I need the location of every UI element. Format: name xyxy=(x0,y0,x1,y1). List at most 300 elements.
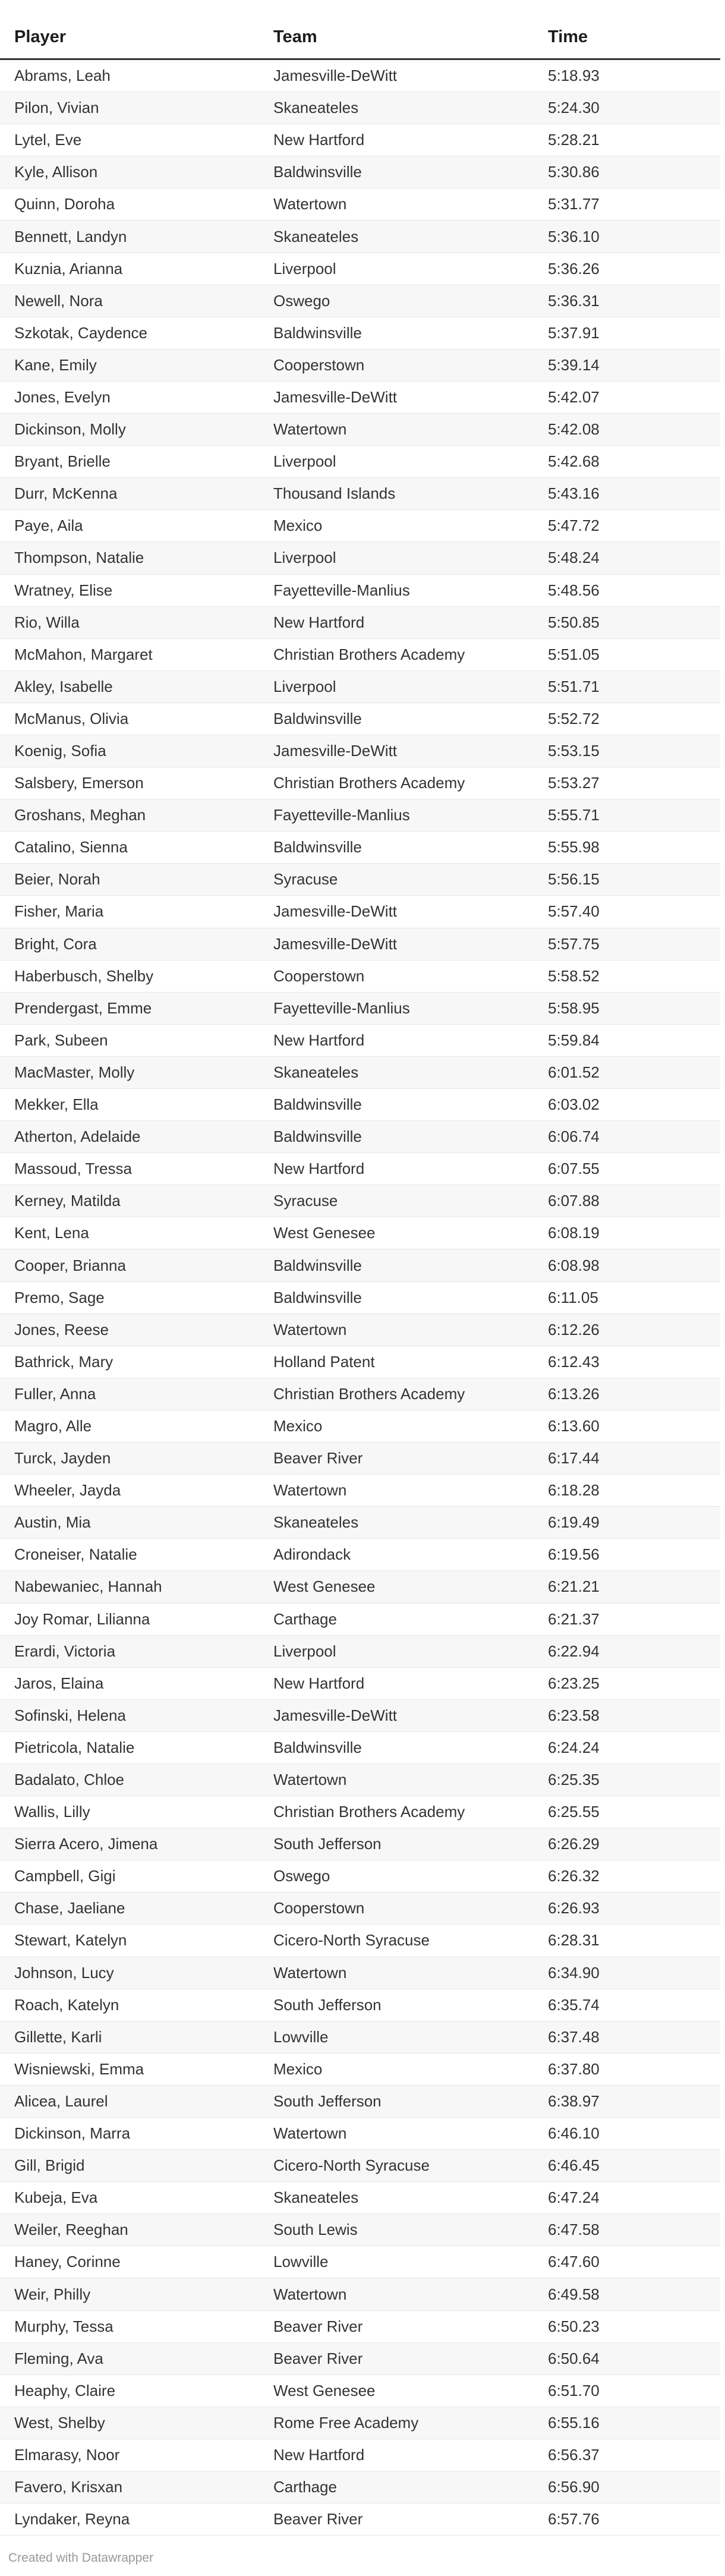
table-row xyxy=(0,2278,720,2310)
datawrapper-credit: Created with Datawrapper xyxy=(8,2551,153,2565)
player-cell: Croneiser, Natalie xyxy=(0,1539,259,1571)
table-row xyxy=(0,1410,720,1442)
team-cell: Oswego xyxy=(259,1860,534,1892)
time-cell: 5:55.98 xyxy=(534,832,720,864)
table-row xyxy=(0,2375,720,2407)
player-cell: Bathrick, Mary xyxy=(0,1346,259,1378)
table-row xyxy=(0,2471,720,2503)
column-header-time[interactable]: Time xyxy=(534,15,720,59)
table-row xyxy=(0,188,720,221)
team-cell: Watertown xyxy=(259,1763,534,1796)
time-cell: 6:06.74 xyxy=(534,1121,720,1153)
time-cell: 5:24.30 xyxy=(534,92,720,124)
team-cell: Baldwinsville xyxy=(259,156,534,188)
player-cell: Premo, Sage xyxy=(0,1281,259,1314)
table-row xyxy=(0,59,720,92)
table-row xyxy=(0,542,720,574)
team-cell: Cicero-North Syracuse xyxy=(259,2150,534,2182)
player-cell: Chase, Jaeliane xyxy=(0,1892,259,1925)
team-cell: Baldwinsville xyxy=(259,703,534,735)
team-cell: Watertown xyxy=(259,1314,534,1346)
player-cell: Wallis, Lilly xyxy=(0,1796,259,1828)
player-cell: Kent, Lena xyxy=(0,1217,259,1249)
player-cell: Favero, Krisxan xyxy=(0,2471,259,2503)
team-cell: Jamesville-DeWitt xyxy=(259,896,534,928)
team-cell: Cooperstown xyxy=(259,349,534,381)
player-cell: Murphy, Tessa xyxy=(0,2310,259,2342)
team-cell: Skaneateles xyxy=(259,1507,534,1539)
team-cell: Christian Brothers Academy xyxy=(259,638,534,670)
table-row xyxy=(0,1314,720,1346)
player-cell: Alicea, Laurel xyxy=(0,2085,259,2117)
team-cell: Skaneateles xyxy=(259,2182,534,2214)
player-cell: Prendergast, Emme xyxy=(0,992,259,1024)
table-row xyxy=(0,928,720,960)
table-row xyxy=(0,2118,720,2150)
player-cell: Weir, Philly xyxy=(0,2278,259,2310)
time-cell: 6:26.29 xyxy=(534,1828,720,1860)
table-row xyxy=(0,1475,720,1507)
time-cell: 6:49.58 xyxy=(534,2278,720,2310)
team-cell: Skaneateles xyxy=(259,92,534,124)
table-row xyxy=(0,1378,720,1410)
player-cell: Paye, Aila xyxy=(0,510,259,542)
time-cell: 6:56.90 xyxy=(534,2471,720,2503)
table-row xyxy=(0,1346,720,1378)
time-cell: 5:37.91 xyxy=(534,317,720,349)
table-row xyxy=(0,1699,720,1731)
time-cell: 6:07.88 xyxy=(534,1185,720,1217)
player-cell: Mekker, Ella xyxy=(0,1089,259,1121)
table-row xyxy=(0,1731,720,1763)
team-cell: Jamesville-DeWitt xyxy=(259,928,534,960)
player-cell: Lyndaker, Reyna xyxy=(0,2503,259,2536)
team-cell: South Jefferson xyxy=(259,2085,534,2117)
table-row xyxy=(0,2407,720,2439)
time-cell: 6:55.16 xyxy=(534,2407,720,2439)
table-row xyxy=(0,574,720,606)
time-cell: 5:30.86 xyxy=(534,156,720,188)
table-row xyxy=(0,1763,720,1796)
table-row xyxy=(0,1024,720,1056)
player-cell: Magro, Alle xyxy=(0,1410,259,1442)
team-cell: Watertown xyxy=(259,2118,534,2150)
player-cell: Dickinson, Molly xyxy=(0,414,259,446)
table-row xyxy=(0,1603,720,1635)
time-cell: 6:25.55 xyxy=(534,1796,720,1828)
table-row xyxy=(0,703,720,735)
table-row xyxy=(0,767,720,799)
player-cell: Thompson, Natalie xyxy=(0,542,259,574)
player-cell: Johnson, Lucy xyxy=(0,1957,259,1989)
team-cell: Baldwinsville xyxy=(259,317,534,349)
team-cell: Christian Brothers Academy xyxy=(259,1796,534,1828)
time-cell: 5:36.26 xyxy=(534,253,720,285)
table-row xyxy=(0,670,720,703)
player-cell: McMahon, Margaret xyxy=(0,638,259,670)
time-cell: 5:56.15 xyxy=(534,864,720,896)
column-header-team[interactable]: Team xyxy=(259,15,534,59)
results-table-container xyxy=(0,15,725,2536)
player-cell: Park, Subeen xyxy=(0,1024,259,1056)
team-cell: Watertown xyxy=(259,414,534,446)
table-row xyxy=(0,735,720,767)
time-cell: 6:35.74 xyxy=(534,1989,720,2021)
player-cell: Turck, Jayden xyxy=(0,1443,259,1475)
team-cell: New Hartford xyxy=(259,1024,534,1056)
time-cell: 5:42.07 xyxy=(534,381,720,413)
table-row xyxy=(0,2150,720,2182)
time-cell: 6:38.97 xyxy=(534,2085,720,2117)
team-cell: New Hartford xyxy=(259,124,534,156)
table-row xyxy=(0,896,720,928)
team-cell: Watertown xyxy=(259,1475,534,1507)
team-cell: Skaneateles xyxy=(259,221,534,253)
table-row xyxy=(0,2182,720,2214)
time-cell: 5:55.71 xyxy=(534,799,720,832)
team-cell: Cooperstown xyxy=(259,1892,534,1925)
table-row xyxy=(0,1957,720,1989)
time-cell: 6:56.37 xyxy=(534,2439,720,2471)
player-cell: Erardi, Victoria xyxy=(0,1635,259,1667)
time-cell: 5:43.16 xyxy=(534,478,720,510)
team-cell: Baldwinsville xyxy=(259,1281,534,1314)
team-cell: Skaneateles xyxy=(259,1056,534,1088)
team-cell: Christian Brothers Academy xyxy=(259,1378,534,1410)
time-cell: 6:47.24 xyxy=(534,2182,720,2214)
player-cell: Beier, Norah xyxy=(0,864,259,896)
column-header-player[interactable]: Player xyxy=(0,15,259,59)
time-cell: 5:39.14 xyxy=(534,349,720,381)
time-cell: 5:52.72 xyxy=(534,703,720,735)
table-row xyxy=(0,2310,720,2342)
team-cell: Oswego xyxy=(259,285,534,317)
team-cell: Jamesville-DeWitt xyxy=(259,735,534,767)
time-cell: 6:13.26 xyxy=(534,1378,720,1410)
player-cell: Fuller, Anna xyxy=(0,1378,259,1410)
time-cell: 6:51.70 xyxy=(534,2375,720,2407)
team-cell: Jamesville-DeWitt xyxy=(259,1699,534,1731)
team-cell: South Lewis xyxy=(259,2214,534,2246)
time-cell: 6:23.25 xyxy=(534,1667,720,1699)
player-cell: Pilon, Vivian xyxy=(0,92,259,124)
team-cell: Baldwinsville xyxy=(259,832,534,864)
time-cell: 6:50.23 xyxy=(534,2310,720,2342)
table-row xyxy=(0,221,720,253)
table-row xyxy=(0,2053,720,2085)
player-cell: Pietricola, Natalie xyxy=(0,1731,259,1763)
team-cell: Liverpool xyxy=(259,1635,534,1667)
table-header-row xyxy=(0,15,720,59)
time-cell: 5:31.77 xyxy=(534,188,720,221)
table-row xyxy=(0,478,720,510)
time-cell: 6:19.49 xyxy=(534,1507,720,1539)
player-cell: Akley, Isabelle xyxy=(0,670,259,703)
time-cell: 6:08.19 xyxy=(534,1217,720,1249)
time-cell: 6:50.64 xyxy=(534,2342,720,2375)
table-row xyxy=(0,446,720,478)
team-cell: Jamesville-DeWitt xyxy=(259,381,534,413)
team-cell: West Genesee xyxy=(259,2375,534,2407)
table-row xyxy=(0,1089,720,1121)
table-row xyxy=(0,1185,720,1217)
table-row xyxy=(0,1153,720,1185)
table-row xyxy=(0,606,720,638)
team-cell: Fayetteville-Manlius xyxy=(259,992,534,1024)
team-cell: Fayetteville-Manlius xyxy=(259,799,534,832)
time-cell: 5:51.05 xyxy=(534,638,720,670)
table-row xyxy=(0,1860,720,1892)
time-cell: 6:21.21 xyxy=(534,1571,720,1603)
table-row xyxy=(0,92,720,124)
team-cell: New Hartford xyxy=(259,1667,534,1699)
table-row xyxy=(0,349,720,381)
team-cell: Baldwinsville xyxy=(259,1121,534,1153)
table-row xyxy=(0,2085,720,2117)
table-row xyxy=(0,1507,720,1539)
table-row xyxy=(0,1443,720,1475)
time-cell: 6:24.24 xyxy=(534,1731,720,1763)
team-cell: Baldwinsville xyxy=(259,1249,534,1281)
table-row xyxy=(0,1281,720,1314)
player-cell: Bennett, Landyn xyxy=(0,221,259,253)
table-row xyxy=(0,1892,720,1925)
time-cell: 5:42.08 xyxy=(534,414,720,446)
time-cell: 5:48.56 xyxy=(534,574,720,606)
team-cell: New Hartford xyxy=(259,2439,534,2471)
time-cell: 5:58.52 xyxy=(534,960,720,992)
team-cell: Watertown xyxy=(259,2278,534,2310)
player-cell: Joy Romar, Lilianna xyxy=(0,1603,259,1635)
team-cell: Lowville xyxy=(259,2021,534,2053)
time-cell: 6:18.28 xyxy=(534,1475,720,1507)
table-row xyxy=(0,832,720,864)
table-row xyxy=(0,285,720,317)
table-row xyxy=(0,2439,720,2471)
time-cell: 5:57.40 xyxy=(534,896,720,928)
team-cell: Rome Free Academy xyxy=(259,2407,534,2439)
table-row xyxy=(0,2342,720,2375)
player-cell: Bryant, Brielle xyxy=(0,446,259,478)
time-cell: 6:47.58 xyxy=(534,2214,720,2246)
player-cell: Jones, Evelyn xyxy=(0,381,259,413)
player-cell: Catalino, Sienna xyxy=(0,832,259,864)
player-cell: Cooper, Brianna xyxy=(0,1249,259,1281)
player-cell: Austin, Mia xyxy=(0,1507,259,1539)
time-cell: 5:58.95 xyxy=(534,992,720,1024)
table-row xyxy=(0,2246,720,2278)
table-row xyxy=(0,960,720,992)
table-row xyxy=(0,253,720,285)
team-cell: New Hartford xyxy=(259,1153,534,1185)
team-cell: Baldwinsville xyxy=(259,1089,534,1121)
player-cell: Roach, Katelyn xyxy=(0,1989,259,2021)
table-row xyxy=(0,156,720,188)
team-cell: Watertown xyxy=(259,188,534,221)
time-cell: 6:22.94 xyxy=(534,1635,720,1667)
team-cell: Christian Brothers Academy xyxy=(259,767,534,799)
time-cell: 6:26.93 xyxy=(534,1892,720,1925)
player-cell: Haberbusch, Shelby xyxy=(0,960,259,992)
team-cell: South Jefferson xyxy=(259,1989,534,2021)
time-cell: 6:21.37 xyxy=(534,1603,720,1635)
table-row xyxy=(0,1121,720,1153)
team-cell: Adirondack xyxy=(259,1539,534,1571)
player-cell: Fisher, Maria xyxy=(0,896,259,928)
time-cell: 5:42.68 xyxy=(534,446,720,478)
results-table xyxy=(0,15,720,2536)
team-cell: Mexico xyxy=(259,510,534,542)
team-cell: Liverpool xyxy=(259,670,534,703)
team-cell: West Genesee xyxy=(259,1571,534,1603)
table-row xyxy=(0,992,720,1024)
player-cell: Kerney, Matilda xyxy=(0,1185,259,1217)
team-cell: Liverpool xyxy=(259,253,534,285)
player-cell: Lytel, Eve xyxy=(0,124,259,156)
player-cell: Newell, Nora xyxy=(0,285,259,317)
time-cell: 5:51.71 xyxy=(534,670,720,703)
time-cell: 5:59.84 xyxy=(534,1024,720,1056)
time-cell: 5:53.27 xyxy=(534,767,720,799)
time-cell: 5:36.31 xyxy=(534,285,720,317)
player-cell: Nabewaniec, Hannah xyxy=(0,1571,259,1603)
team-cell: Beaver River xyxy=(259,2503,534,2536)
team-cell: Baldwinsville xyxy=(259,1731,534,1763)
table-row xyxy=(0,799,720,832)
table-row xyxy=(0,2021,720,2053)
team-cell: Cooperstown xyxy=(259,960,534,992)
player-cell: Campbell, Gigi xyxy=(0,1860,259,1892)
player-cell: Stewart, Katelyn xyxy=(0,1925,259,1957)
table-row xyxy=(0,1925,720,1957)
player-cell: McManus, Olivia xyxy=(0,703,259,735)
table-row xyxy=(0,2214,720,2246)
time-cell: 6:57.76 xyxy=(534,2503,720,2536)
time-cell: 6:25.35 xyxy=(534,1763,720,1796)
player-cell: Groshans, Meghan xyxy=(0,799,259,832)
player-cell: Fleming, Ava xyxy=(0,2342,259,2375)
time-cell: 6:19.56 xyxy=(534,1539,720,1571)
table-body xyxy=(0,59,720,2536)
time-cell: 6:12.26 xyxy=(534,1314,720,1346)
time-cell: 6:37.48 xyxy=(534,2021,720,2053)
team-cell: Watertown xyxy=(259,1957,534,1989)
table-row xyxy=(0,1539,720,1571)
player-cell: Kane, Emily xyxy=(0,349,259,381)
time-cell: 5:48.24 xyxy=(534,542,720,574)
table-row xyxy=(0,1989,720,2021)
player-cell: Durr, McKenna xyxy=(0,478,259,510)
player-cell: Dickinson, Marra xyxy=(0,2118,259,2150)
time-cell: 6:46.45 xyxy=(534,2150,720,2182)
team-cell: Beaver River xyxy=(259,2342,534,2375)
table-row xyxy=(0,2503,720,2536)
time-cell: 5:28.21 xyxy=(534,124,720,156)
table-row xyxy=(0,1796,720,1828)
team-cell: Cicero-North Syracuse xyxy=(259,1925,534,1957)
table-row xyxy=(0,381,720,413)
team-cell: Holland Patent xyxy=(259,1346,534,1378)
team-cell: Carthage xyxy=(259,1603,534,1635)
time-cell: 6:26.32 xyxy=(534,1860,720,1892)
player-cell: Wisniewski, Emma xyxy=(0,2053,259,2085)
team-cell: Carthage xyxy=(259,2471,534,2503)
player-cell: Koenig, Sofia xyxy=(0,735,259,767)
table-row xyxy=(0,1667,720,1699)
table-row xyxy=(0,414,720,446)
team-cell: Mexico xyxy=(259,1410,534,1442)
player-cell: Abrams, Leah xyxy=(0,59,259,92)
player-cell: West, Shelby xyxy=(0,2407,259,2439)
player-cell: Kuznia, Arianna xyxy=(0,253,259,285)
player-cell: Bright, Cora xyxy=(0,928,259,960)
team-cell: Liverpool xyxy=(259,542,534,574)
time-cell: 6:08.98 xyxy=(534,1249,720,1281)
time-cell: 6:03.02 xyxy=(534,1089,720,1121)
player-cell: Szkotak, Caydence xyxy=(0,317,259,349)
team-cell: Beaver River xyxy=(259,2310,534,2342)
team-cell: Jamesville-DeWitt xyxy=(259,59,534,92)
time-cell: 5:50.85 xyxy=(534,606,720,638)
player-cell: Salsbery, Emerson xyxy=(0,767,259,799)
time-cell: 5:53.15 xyxy=(534,735,720,767)
player-cell: MacMaster, Molly xyxy=(0,1056,259,1088)
player-cell: Weiler, Reeghan xyxy=(0,2214,259,2246)
team-cell: Lowville xyxy=(259,2246,534,2278)
time-cell: 5:18.93 xyxy=(534,59,720,92)
time-cell: 6:34.90 xyxy=(534,1957,720,1989)
time-cell: 6:13.60 xyxy=(534,1410,720,1442)
table-row xyxy=(0,1571,720,1603)
player-cell: Atherton, Adelaide xyxy=(0,1121,259,1153)
time-cell: 6:23.58 xyxy=(534,1699,720,1731)
time-cell: 6:37.80 xyxy=(534,2053,720,2085)
table-row xyxy=(0,864,720,896)
player-cell: Heaphy, Claire xyxy=(0,2375,259,2407)
time-cell: 6:28.31 xyxy=(534,1925,720,1957)
team-cell: West Genesee xyxy=(259,1217,534,1249)
time-cell: 5:47.72 xyxy=(534,510,720,542)
player-cell: Quinn, Doroha xyxy=(0,188,259,221)
table-row xyxy=(0,510,720,542)
player-cell: Haney, Corinne xyxy=(0,2246,259,2278)
team-cell: Syracuse xyxy=(259,864,534,896)
team-cell: Syracuse xyxy=(259,1185,534,1217)
player-cell: Wratney, Elise xyxy=(0,574,259,606)
table-row xyxy=(0,124,720,156)
player-cell: Jaros, Elaina xyxy=(0,1667,259,1699)
table-row xyxy=(0,1635,720,1667)
player-cell: Gill, Brigid xyxy=(0,2150,259,2182)
time-cell: 5:36.10 xyxy=(534,221,720,253)
table-row xyxy=(0,317,720,349)
player-cell: Elmarasy, Noor xyxy=(0,2439,259,2471)
player-cell: Gillette, Karli xyxy=(0,2021,259,2053)
team-cell: Fayetteville-Manlius xyxy=(259,574,534,606)
player-cell: Badalato, Chloe xyxy=(0,1763,259,1796)
time-cell: 6:07.55 xyxy=(534,1153,720,1185)
player-cell: Wheeler, Jayda xyxy=(0,1475,259,1507)
team-cell: South Jefferson xyxy=(259,1828,534,1860)
time-cell: 5:57.75 xyxy=(534,928,720,960)
team-cell: Beaver River xyxy=(259,1443,534,1475)
player-cell: Kubeja, Eva xyxy=(0,2182,259,2214)
team-cell: Liverpool xyxy=(259,446,534,478)
player-cell: Massoud, Tressa xyxy=(0,1153,259,1185)
team-cell: Thousand Islands xyxy=(259,478,534,510)
time-cell: 6:12.43 xyxy=(534,1346,720,1378)
team-cell: Mexico xyxy=(259,2053,534,2085)
